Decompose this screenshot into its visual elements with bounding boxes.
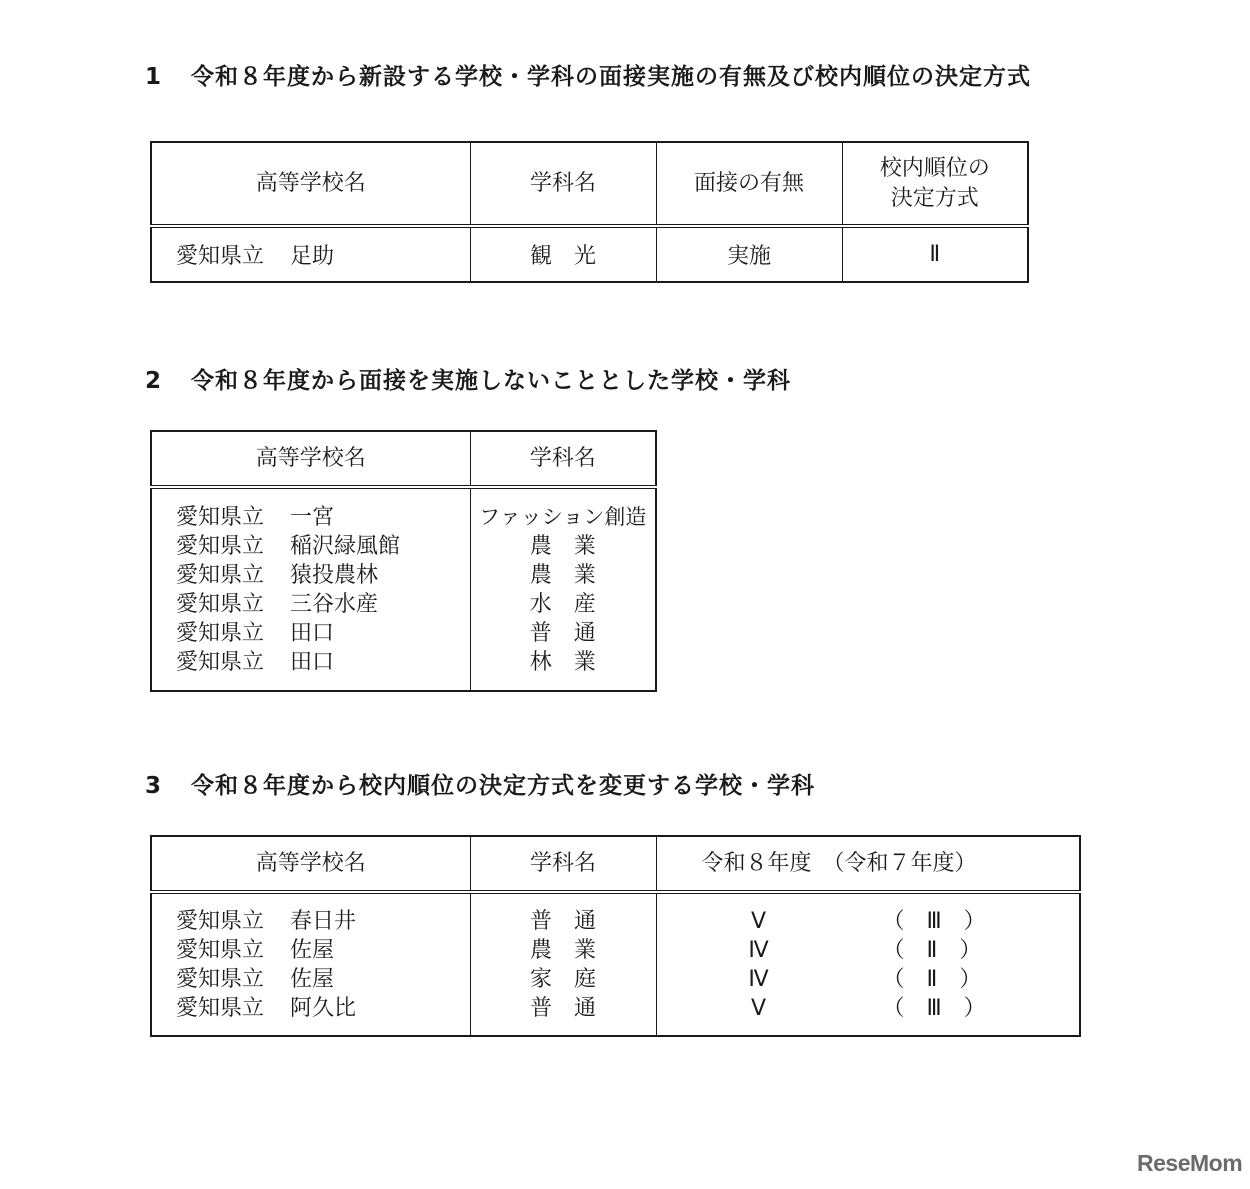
section1-title: 令和８年度から新設する学校・学科の面接実施の有無及び校内順位の決定方式 — [191, 64, 1031, 90]
list-item: 愛知県立 春日井 — [176, 908, 357, 934]
section3-number: 3 — [145, 773, 163, 799]
section2-body-row — [151, 487, 656, 691]
section3-body-row — [151, 892, 1080, 1036]
section1-header-rank-line2: 決定方式 — [890, 185, 979, 211]
list-item: 愛知県立 稲沢緑風館 — [176, 533, 401, 559]
section2-header-dept: 学科名 — [470, 431, 656, 487]
section2-heading — [145, 362, 791, 395]
table-row — [151, 226, 1028, 282]
dept-cell: 観 光 — [470, 226, 656, 282]
list-item: Ⅳ （ Ⅱ ） — [748, 966, 982, 992]
section2-header-school: 高等学校名 — [151, 431, 470, 487]
school-cell — [151, 226, 470, 282]
section1-header-school: 高等学校名 — [151, 142, 470, 226]
section3-header-method: 令和８年度 （令和７年度） — [656, 836, 1080, 892]
list-item: Ⅴ （ Ⅲ ） — [750, 908, 986, 934]
section3-title: 令和８年度から校内順位の決定方式を変更する学校・学科 — [191, 773, 815, 799]
pref-label: 愛知県立 — [176, 244, 265, 269]
list-item: ファッション創造 — [479, 504, 647, 529]
section3-dept-list — [470, 892, 656, 1036]
list-item: 農 業 — [529, 562, 596, 588]
rank-cell: Ⅱ — [842, 226, 1028, 282]
list-item: 愛知県立 阿久比 — [176, 995, 357, 1021]
list-item: 農 業 — [529, 937, 596, 963]
list-item: 愛知県立 田口 — [176, 620, 335, 646]
school-name: 足助 — [290, 244, 335, 269]
list-item: 水 産 — [529, 591, 596, 617]
list-item: Ⅴ （ Ⅲ ） — [750, 995, 986, 1021]
section3-header-row — [151, 836, 1080, 892]
section1-header-row — [151, 142, 1028, 226]
list-item: 普 通 — [529, 620, 596, 646]
section2-header-row — [151, 431, 656, 487]
section1-header-dept: 学科名 — [470, 142, 656, 226]
list-item: 愛知県立 一宮 — [176, 504, 335, 530]
section3-header-school: 高等学校名 — [151, 836, 470, 892]
list-item: 愛知県立 猿投農林 — [176, 562, 379, 588]
section3-table — [150, 835, 1081, 1037]
section1-header-rank — [842, 142, 1028, 226]
section2-number: 2 — [145, 368, 163, 394]
section1-heading — [145, 58, 1031, 91]
list-item: 家 庭 — [529, 966, 596, 992]
section3-header-dept: 学科名 — [470, 836, 656, 892]
list-item: Ⅳ （ Ⅱ ） — [748, 937, 982, 963]
interview-cell: 実施 — [656, 226, 842, 282]
section1-table — [150, 141, 1029, 283]
list-item: 普 通 — [529, 908, 596, 934]
section2-school-list — [151, 487, 470, 691]
list-item: 林 業 — [529, 649, 596, 675]
section1-number: 1 — [145, 64, 163, 90]
section3-heading — [145, 767, 815, 800]
section1-header-rank-line1: 校内順位の — [879, 155, 990, 181]
list-item: 愛知県立 田口 — [176, 649, 335, 675]
section1-header-interview: 面接の有無 — [656, 142, 842, 226]
list-item: 農 業 — [529, 533, 596, 559]
section2-title: 令和８年度から面接を実施しないこととした学校・学科 — [191, 368, 791, 394]
list-item: 愛知県立 三谷水産 — [176, 591, 379, 617]
section2-dept-list — [470, 487, 656, 691]
section2-table — [150, 430, 657, 692]
list-item: 愛知県立 佐屋 — [176, 966, 335, 992]
list-item: 愛知県立 佐屋 — [176, 937, 335, 963]
list-item: 普 通 — [529, 995, 596, 1021]
section3-school-list — [151, 892, 470, 1036]
section3-method-list — [656, 892, 1080, 1036]
resemom-logo: ReseMom — [1137, 1150, 1243, 1176]
